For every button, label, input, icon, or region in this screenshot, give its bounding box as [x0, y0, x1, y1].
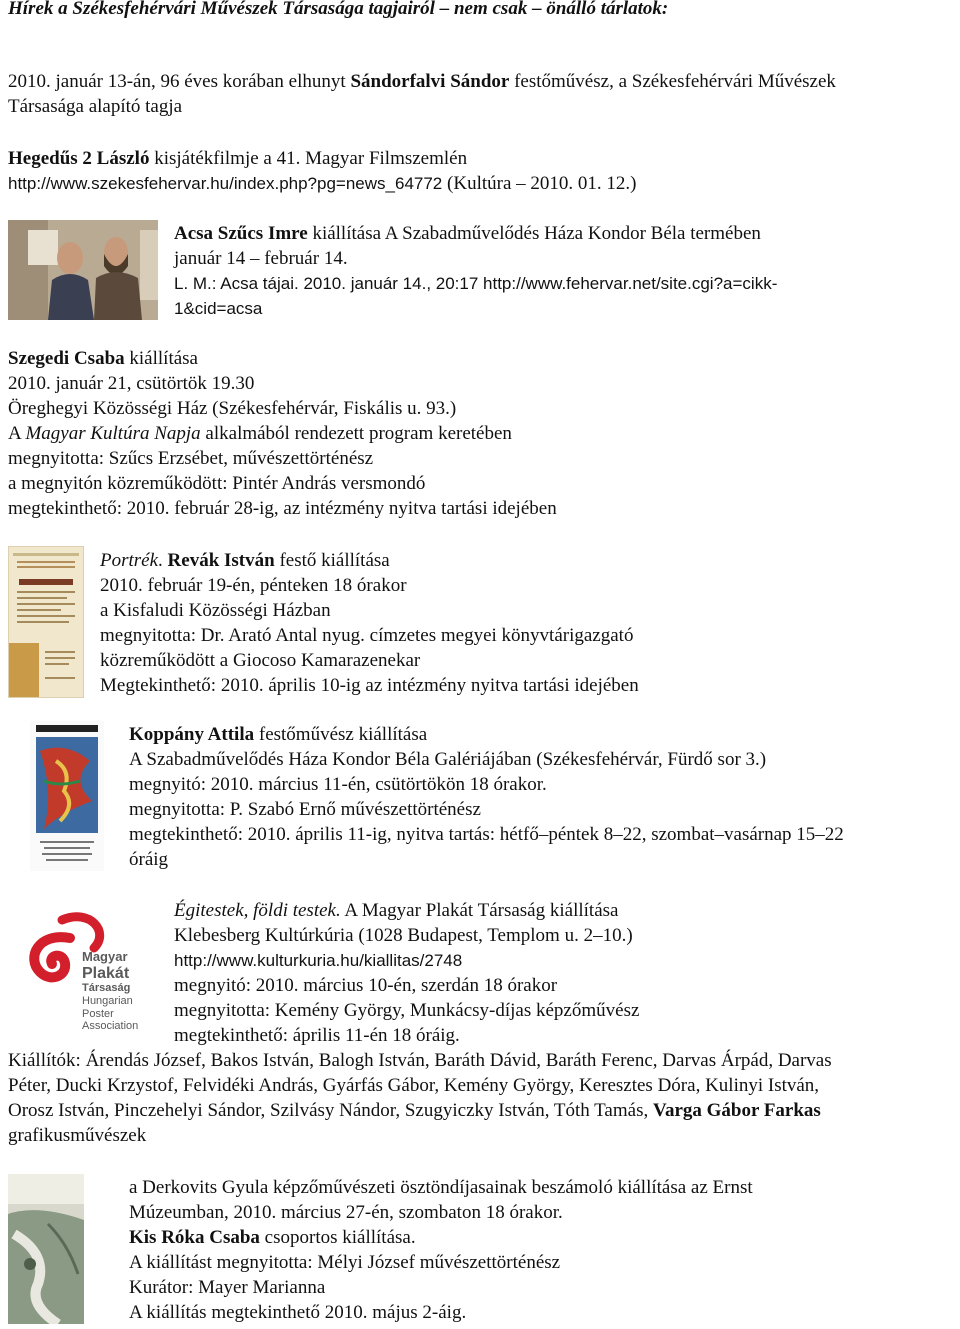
acsa-photo: [8, 220, 158, 320]
kisroka-image: [8, 1174, 84, 1324]
magyar-plakat-logo: [18, 898, 158, 1030]
kulturkuria-link[interactable]: http://www.kulturkuria.hu/kiallitas/2748: [174, 951, 463, 970]
logo-word-2: Plakát: [82, 965, 130, 982]
news-hegedus: Hegedűs 2 László kisjátékfilmje a 41. Magyar Filmszemlén http://www.szekesfehervar.hu/index.php?pg=news_64772 (Kultúra – 2010. 01. 12.): [8, 148, 637, 194]
logo-word-5: Poster: [82, 1008, 114, 1020]
hegedus-link[interactable]: http://www.szekesfehervar.hu/index.php?pg=news_64772: [8, 174, 443, 193]
kisroka-exhibition: a Derkovits Gyula képzőművészeti ösztöndíjasainak beszámoló kiállítása az Ernst Múzeumban, 2010. március 27-én, szombaton 18 órakor. Kis Róka Csaba csoportos kiállítása. A kiállítást megnyitotta: Mélyi József művészettörténész Kurátor: Mayer Marianna A kiállítás megtekinthető 2010. május 2-áig.: [129, 1177, 753, 1323]
logo-word-1: Magyar: [82, 949, 128, 964]
koppany-poster: [30, 721, 104, 871]
plakat-exhibition: Égitestek, földi testek. A Magyar Plakát Társaság kiállítása Klebesberg Kultúrkúria (1028 Budapest, Templom u. 2–10.) http://www.kulturkuria.hu/kiallitas/2748 megnyitó: 2010. március 10-én, szerdán 18 órakor megnyitotta: Kemény György, Munkácsy-díjas képzőművész megtekinthető: április 11-én 18 óráig.: [174, 900, 640, 1046]
logo-word-4: Hungarian: [82, 995, 133, 1007]
page-heading: Hírek a Székesfehérvári Művészek Társasága tagjairól – nem csak – önálló tárlatok:: [8, 0, 669, 19]
logo-word-3: Társaság: [82, 982, 131, 994]
acsa-exhibition: Acsa Szűcs Imre kiállítása A Szabadművelődés Háza Kondor Béla termében január 14 – február 14. L. M.: Acsa tájai. 2010. január 14., 20:17 http://www.fehervar.net/site.cgi?a=cikk- 1&cid=acsa: [174, 223, 778, 318]
szegedi-exhibition: Szegedi Csaba kiállítása 2010. január 21, csütörtök 19.30 Öreghegyi Közösségi Ház (Székesfehérvár, Fiskális u. 93.) A Magyar Kultúra Napja alkalmából rendezett program keretében megnyitotta: Szűcs Erzsébet, művészettörténész a megnyitón közreműködött: Pintér András versmondó megtekinthető: 2010. február 28-ig, az intézmény nyitva tartási idejében: [8, 348, 557, 519]
revak-exhibition: Portrék. Revák István festő kiállítása 2010. február 19-én, pénteken 18 órakor a Kisfaludi Közösségi Házban megnyitotta: Dr. Arató Antal nyug. címzetes megyei könyvtárigazgató közreműködött a Giocoso Kamarazenekar Megtekinthető: 2010. április 10-ig az intézmény nyitva tartási idejében: [100, 550, 639, 696]
revak-poster: [8, 546, 84, 698]
news-sandorfalvi: 2010. január 13-án, 96 éves korában elhunyt Sándorfalvi Sándor festőművész, a Székesfehérvári Művészek Társasága alapító tagja: [8, 71, 836, 117]
plakat-exhibitors: Kiállítók: Árendás József, Bakos István, Balogh István, Baráth Dávid, Baráth Ferenc, Darvas Árpád, Darvas Péter, Ducki Krzystof, Felvidéki András, Gyárfás Gábor, Kemény György, Keresztes Dóra, Kulinyi István, Orosz István, Pinczehelyi Sándor, Szilvásy Nándor, Szugyiczky István, Tóth Tamás, Varga Gábor Farkas grafikusművészek: [8, 1050, 832, 1146]
logo-word-6: Association: [82, 1020, 139, 1030]
koppany-exhibition: Koppány Attila festőművész kiállítása A Szabadművelődés Háza Kondor Béla Galériájában (Székesfehérvár, Fürdő sor 3.) megnyitó: 2010. március 11-én, csütörtökön 18 órakor. megnyitotta: P. Szabó Ernő művészettörténész megtekinthető: 2010. április 11-ig, nyitva tartás: hétfő–péntek 8–22, szombat–vasárnap 15–22 óráig: [129, 724, 844, 870]
